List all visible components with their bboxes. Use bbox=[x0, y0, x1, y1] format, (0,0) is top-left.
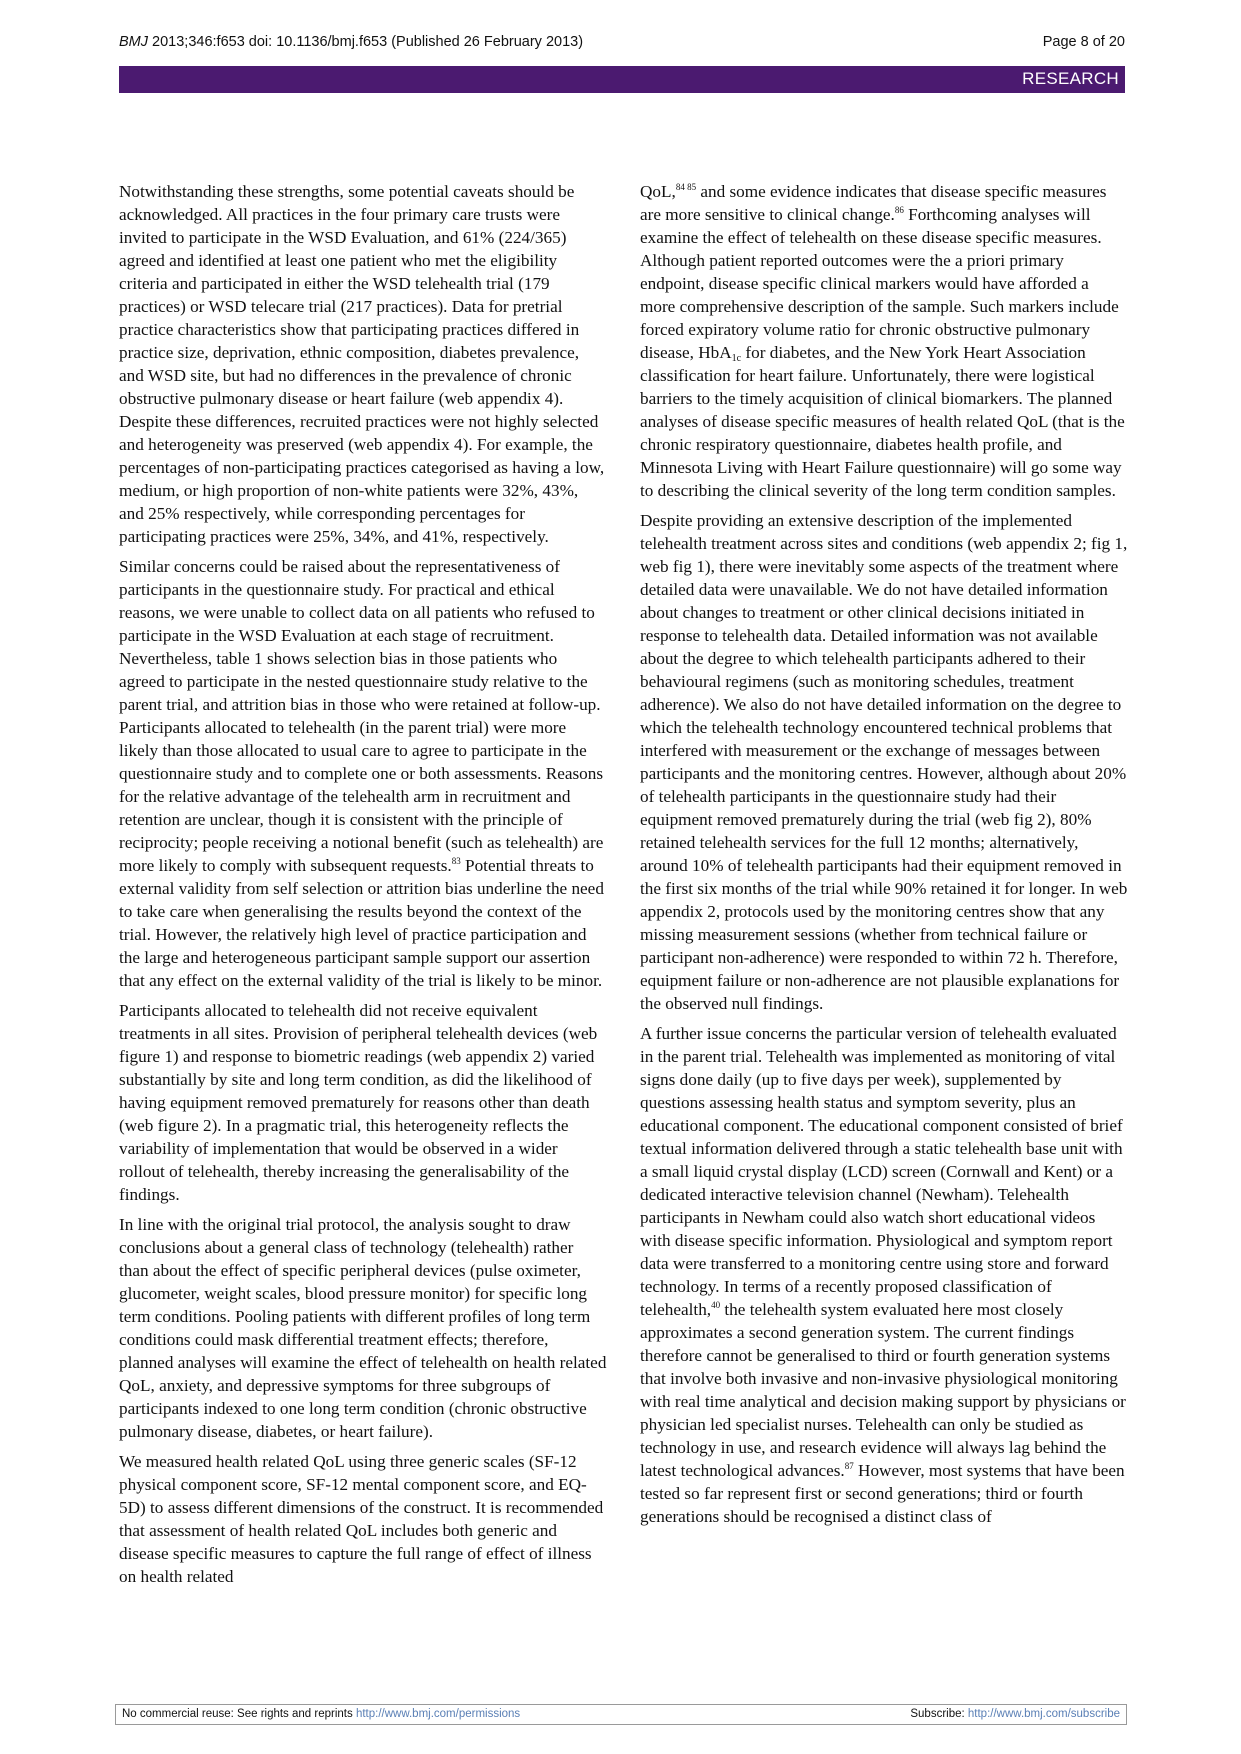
right-column bbox=[640, 180, 1128, 1535]
footer-subscribe-text: Subscribe: bbox=[910, 1708, 968, 1720]
paragraph-text: QoL, bbox=[640, 182, 676, 201]
footer-reuse-text: No commercial reuse: See rights and reprints bbox=[122, 1708, 356, 1720]
paragraph-text: the telehealth system evaluated here most closely approximates a second generation system. The current findings therefore cannot be generalised to third or fourth generation systems that involve both invasive and non-invasive physiological monitoring with real time analytical and decision making support by physicians or physician led specialist nurses. Telehealth can only be studied as technology in use, and research evidence will always lag behind the latest technological advances. bbox=[640, 1300, 1126, 1480]
footer-subscribe bbox=[910, 1708, 1120, 1720]
section-label: RESEARCH bbox=[1022, 69, 1119, 88]
paragraph: Notwithstanding these strengths, some potential caveats should be acknowledged. All practices in the four primary care trusts were invited to participate in the WSD Evaluation, and 61% (224/365) agreed and identified at least one patient who met the eligibility criteria and participated in either the WSD telehealth trial (179 practices) or WSD telecare trial (217 practices). Data for pretrial practice characteristics show that participating practices differed in practice size, deprivation, ethnic composition, diabetes prevalence, and WSD site, but had no differences in the prevalence of chronic obstructive pulmonary disease or heart failure (web appendix 4). Despite these differences, recruited practices were not highly selected and heterogeneity was preserved (web appendix 4). For example, the percentages of non-participating practices categorised as having a low, medium, or high proportion of non-white patients were 32%, 43%, and 25% respectively, while corresponding percentages for participating practices were 25%, 34%, and 41%, respectively. bbox=[119, 182, 605, 546]
paragraph bbox=[640, 1022, 1128, 1528]
reference-marker[interactable]: 83 bbox=[451, 856, 461, 866]
footer-reuse-note bbox=[122, 1708, 520, 1720]
section-band bbox=[119, 66, 1125, 93]
paragraph-text: However, most systems that have been tested so far represent first or second generations; third or fourth generations should be recognised a distinct class of bbox=[640, 1461, 1125, 1526]
page-number: Page 8 of 20 bbox=[1042, 34, 1125, 50]
left-column bbox=[119, 180, 607, 1595]
paragraph bbox=[640, 180, 1128, 502]
paragraph-text: Forthcoming analyses will examine the effect of telehealth on these disease specific measures. Although patient reported outcomes were the a priori primary endpoint, disease specific clinical markers would have afforded a more comprehensive description of the sample. Such markers include forced expiratory volume ratio for chronic obstructive pulmonary disease, HbA bbox=[640, 205, 1119, 362]
citation-text: 2013;346:f653 doi: 10.1136/bmj.f653 (Published 26 February 2013) bbox=[148, 34, 584, 50]
paragraph: Despite providing an extensive description of the implemented telehealth treatment across sites and conditions (web appendix 2; fig 1, web fig 1), there were inevitably some aspects of the treatment where detailed data were unavailable. We do not have detailed information about changes to treatment or other clinical decisions initiated in response to telehealth data. Detailed information was not available about the degree to which telehealth participants adhered to their behavioural regimens (such as monitoring schedules, treatment adherence). We also do not have detailed information on the degree to which the telehealth technology encountered technical problems that interfered with measurement or the exchange of messages between participants and the monitoring centres. However, although about 20% of telehealth participants in the questionnaire study had their equipment removed prematurely during the trial (web fig 2), 80% retained telehealth services for the full 12 months; alternatively, around 10% of telehealth participants had their equipment removed in the first six months of the trial while 90% retained it for longer. In web appendix 2, protocols used by the monitoring centres show that any missing measurement sessions (whether from technical failure or participant non-adherence) were responded to within 72 h. Therefore, equipment failure or non-adherence are not plausible explanations for the observed null findings. bbox=[640, 511, 1128, 1013]
paragraph-text: and some evidence indicates that disease specific measures are more sensitive to clinical change. bbox=[640, 182, 1107, 224]
paragraph-text: for diabetes, and the New York Heart Association classification for heart failure. Unfortunately, there were logistical barriers to the timely acquisition of clinical biomarkers. The planned analyses of disease specific measures of health related QoL (that is the chronic respiratory questionnaire, diabetes health profile, and Minnesota Living with Heart Failure questionnaire) will go some way to describing the clinical severity of the long term condition samples. bbox=[640, 343, 1125, 500]
reference-marker[interactable]: 86 bbox=[894, 205, 904, 215]
paragraph-text: Similar concerns could be raised about the representativeness of participants in the questionnaire study. For practical and ethical reasons, we were unable to collect data on all patients who refused to participate in the WSD Evaluation at each stage of recruitment. Nevertheless, table 1 shows selection bias in those patients who agreed to participate in the nested questionnaire study relative to the parent trial, and attrition bias in those who were retained at follow-up. Participants allocated to telehealth (in the parent trial) were more likely than those allocated to usual care to agree to participate in the questionnaire study and to complete one or both assessments. Reasons for the relative advantage of the telehealth arm in recruitment and retention are unclear, though it is consistent with the principle of reciprocity; people receiving a notional benefit (such as telehealth) are more likely to comply with subsequent requests. bbox=[119, 557, 604, 875]
permissions-link[interactable]: http://www.bmj.com/permissions bbox=[355, 1708, 521, 1720]
page-footer bbox=[115, 1704, 1127, 1725]
paragraph: We measured health related QoL using three generic scales (SF-12 physical component score, SF-12 mental component score, and EQ-5D) to assess different dimensions of the construct. It is recommended that assessment of health related QoL includes both generic and disease specific measures to capture the full range of effect of illness on health related bbox=[119, 1452, 604, 1586]
subscribe-link[interactable]: http://www.bmj.com/subscribe bbox=[967, 1708, 1120, 1720]
journal-name: BMJ bbox=[119, 34, 148, 50]
paragraph-text: A further issue concerns the particular version of telehealth evaluated in the parent trial. Telehealth was implemented as monitoring of vital signs done daily (up to five days per week), supplemented by questions assessing health status and symptom severity, plus an educational component. The educational component consisted of brief textual information delivered through a static telehealth base unit with a small liquid crystal display (LCD) screen (Cornwall and Kent) or a dedicated interactive television channel (Newham). Telehealth participants in Newham could also watch short educational videos with disease specific information. Physiological and symptom report data were transferred to a monitoring centre using store and forward technology. In terms of a recently proposed classification of telehealth, bbox=[640, 1024, 1123, 1319]
reference-marker[interactable]: 87 bbox=[844, 1461, 854, 1471]
paragraph bbox=[119, 555, 607, 992]
reference-marker[interactable]: 40 bbox=[711, 1300, 721, 1310]
subscript: 1c bbox=[731, 353, 742, 364]
paragraph: In line with the original trial protocol, the analysis sought to draw conclusions about a general class of technology (telehealth) rather than about the effect of specific peripheral devices (pulse oximeter, glucometer, weight scales, blood pressure monitor) for specific long term conditions. Pooling patients with different profiles of long term conditions could mask differential treatment effects; therefore, planned analyses will examine the effect of telehealth on health related QoL, anxiety, and depressive symptoms for three subgroups of participants indexed to one long term condition (chronic obstructive pulmonary disease, diabetes, or heart failure). bbox=[119, 1215, 607, 1441]
paragraph-text: Potential threats to external validity from self selection or attrition bias underline the need to take care when generalising the results beyond the context of the trial. However, the relatively high level of practice participation and the large and heterogeneous participant sample support our assertion that any effect on the external validity of the trial is likely to be minor. bbox=[119, 856, 604, 990]
running-header-citation bbox=[119, 34, 583, 50]
reference-marker[interactable]: 84 85 bbox=[675, 182, 697, 192]
paragraph: Participants allocated to telehealth did not receive equivalent treatments in all sites. Provision of peripheral telehealth devices (web figure 1) and response to biometric readings (web appendix 2) varied substantially by site and long term condition, as did the likelihood of having equipment removed prematurely for reasons other than death (web figure 2). In a pragmatic trial, this heterogeneity reflects the variability of implementation that would be observed in a wider rollout of telehealth, thereby increasing the generalisability of the findings. bbox=[119, 1001, 598, 1204]
